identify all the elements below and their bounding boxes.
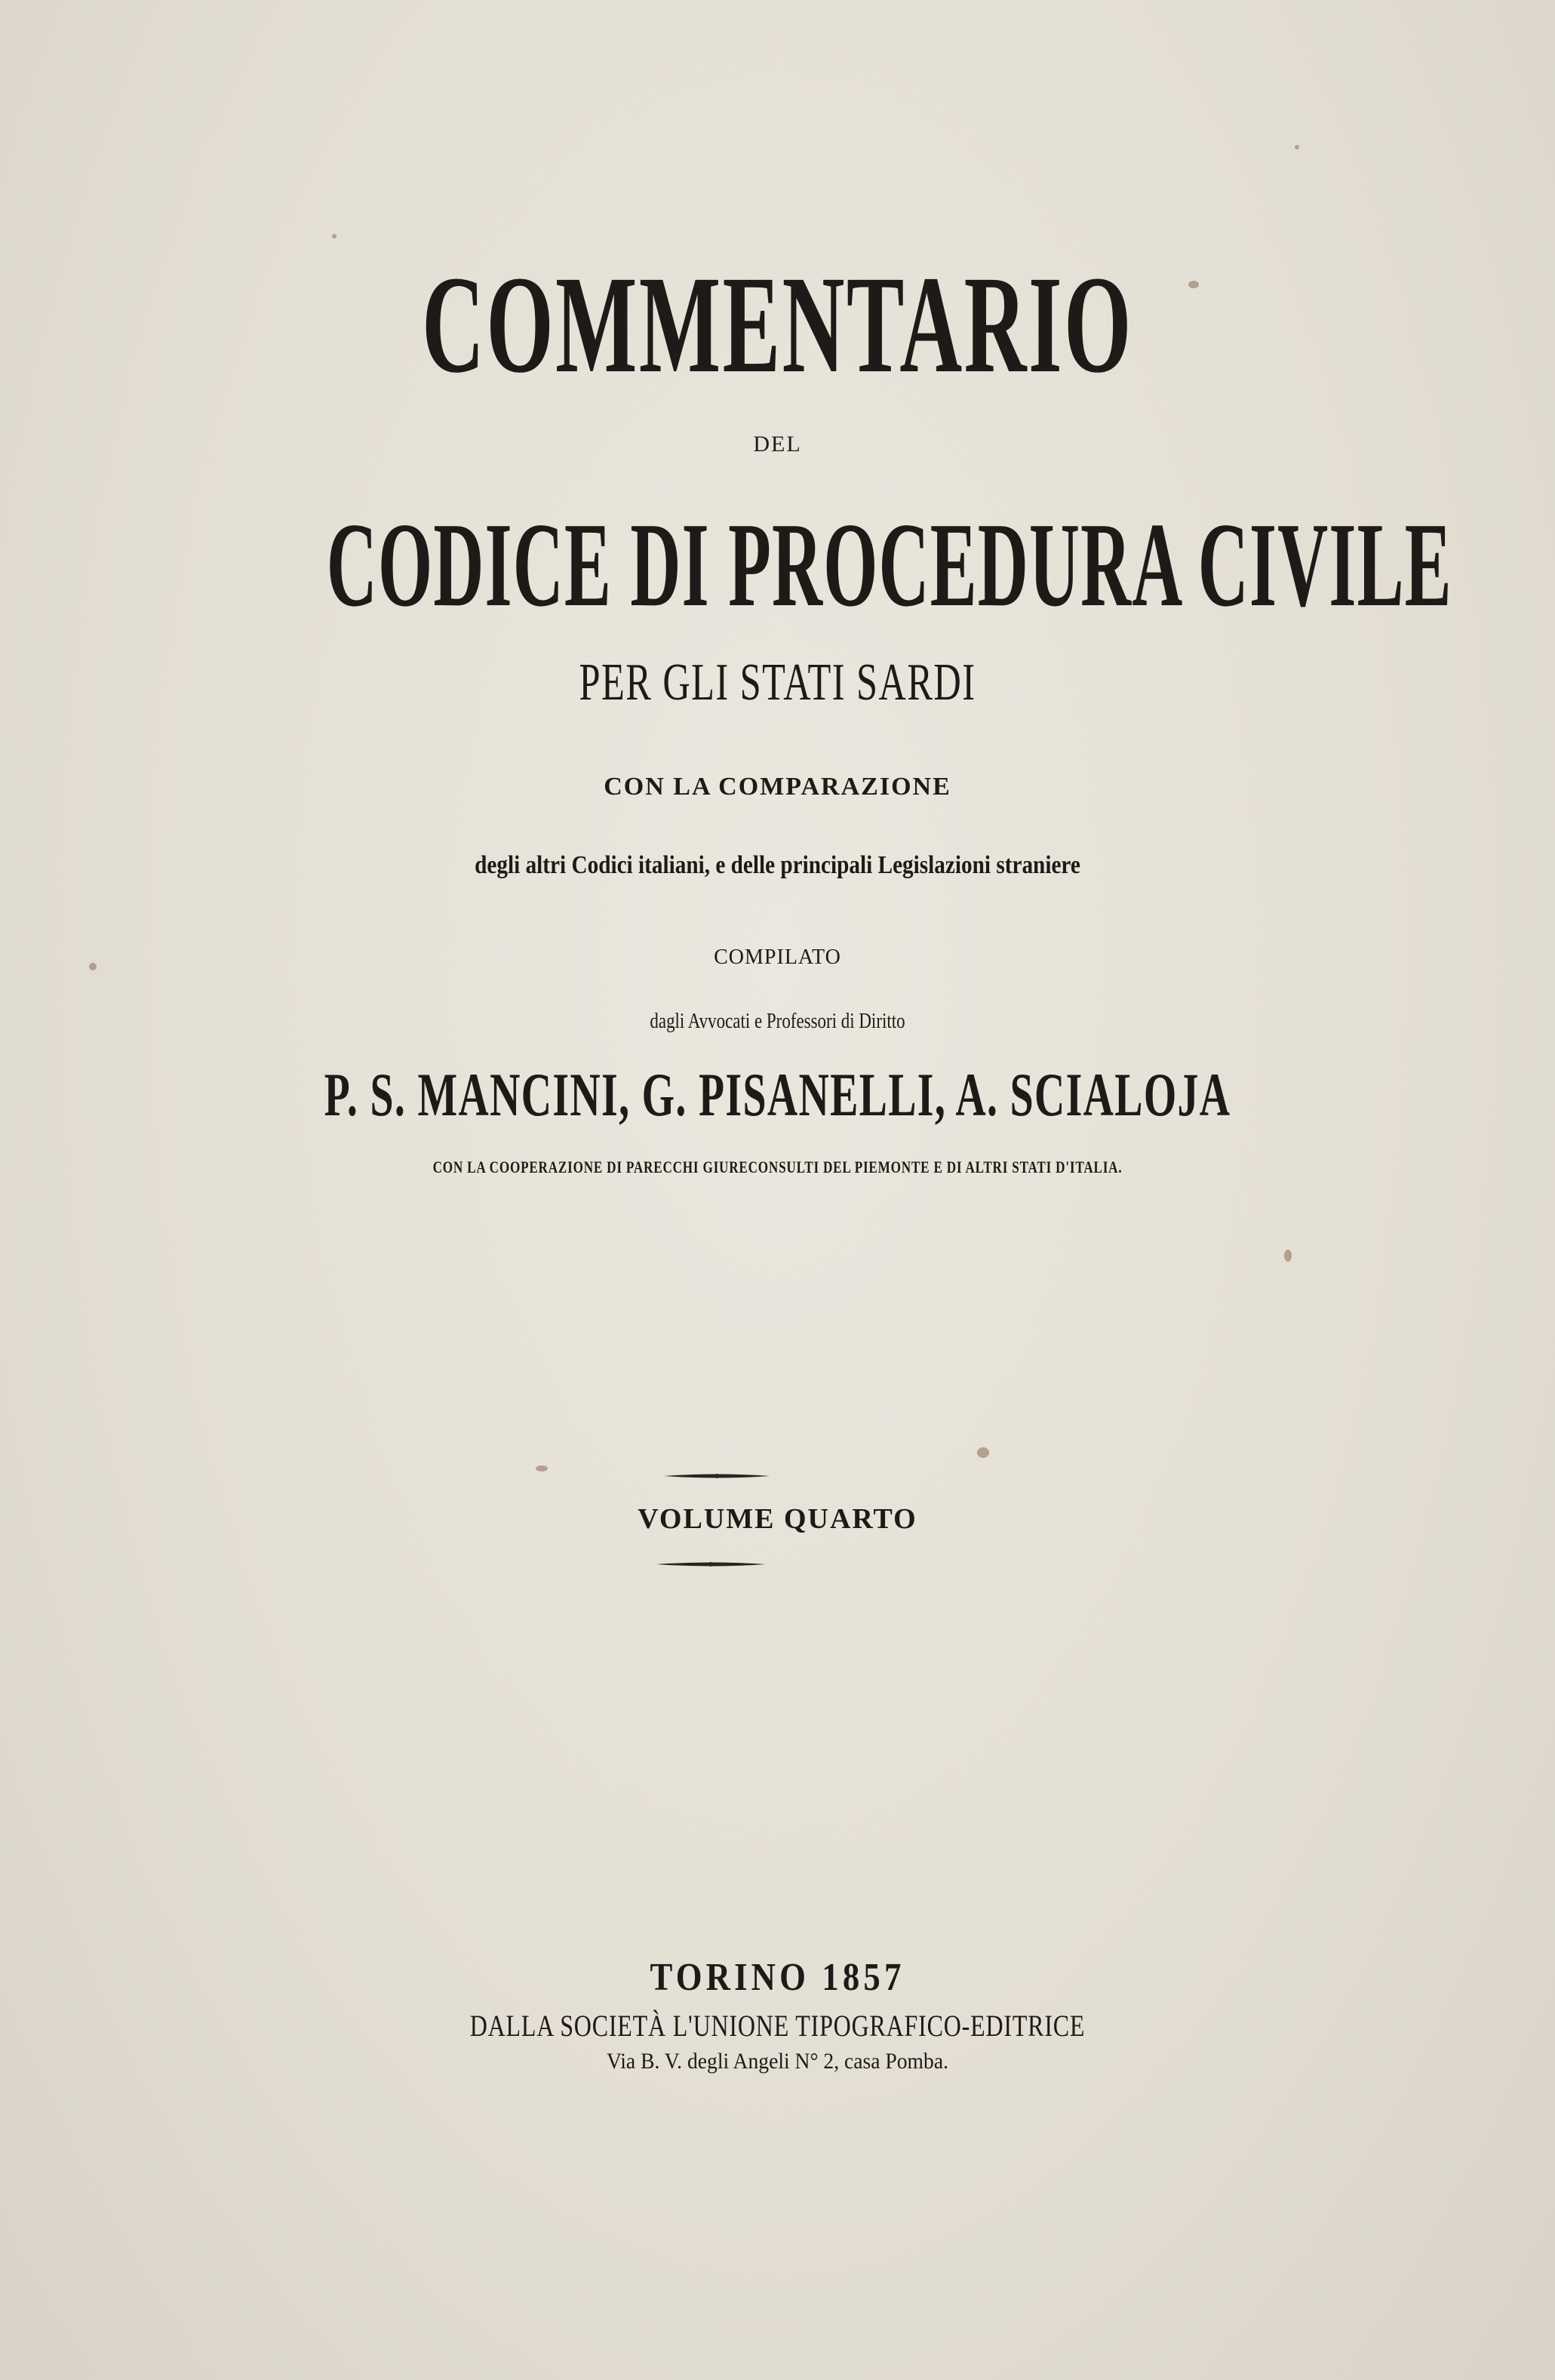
main-title: COMMENTARIO [422, 248, 1133, 402]
authors-names: P. S. MANCINI, G. PISANELLI, A. SCIALOJA [324, 1060, 1231, 1129]
foxing-spot [536, 1465, 548, 1471]
authors-role: dagli Avvocati e Professori di Diritto [650, 1010, 905, 1033]
imprint-address: Via B. V. degli Angeli N° 2, casa Pomba. [606, 2049, 948, 2074]
volume-label: VOLUME QUARTO [638, 1503, 917, 1535]
foxing-spot [1295, 145, 1299, 149]
comparison-subtitle: degli altri Codici italiani, e delle principali Legislazioni straniere [475, 851, 1080, 879]
cooperation-note: CON LA COOPERAZIONE DI PARECCHI GIURECONSULTI DEL PIEMONTE E DI ALTRI STATI D'ITALIA. [432, 1158, 1123, 1176]
subject-title: CODICE DI PROCEDURA CIVILE [326, 497, 1452, 632]
jurisdiction-title: PER GLI STATI SARDI [579, 653, 976, 712]
foxing-spot [332, 234, 337, 238]
ornament-rule-top [664, 1473, 770, 1479]
foxing-spot [977, 1447, 989, 1458]
compiled-label: COMPILATO [714, 946, 841, 969]
imprint-city-year: TORINO 1857 [650, 1956, 905, 1999]
comparison-heading: CON LA COMPARAZIONE [604, 773, 951, 801]
imprint-publisher: DALLA SOCIETÀ L'UNIONE TIPOGRAFICO-EDITRICE [469, 2009, 1086, 2043]
ornament-rule-bottom [656, 1561, 766, 1567]
foxing-spot [1284, 1250, 1292, 1262]
title-connector: DEL [753, 432, 802, 457]
